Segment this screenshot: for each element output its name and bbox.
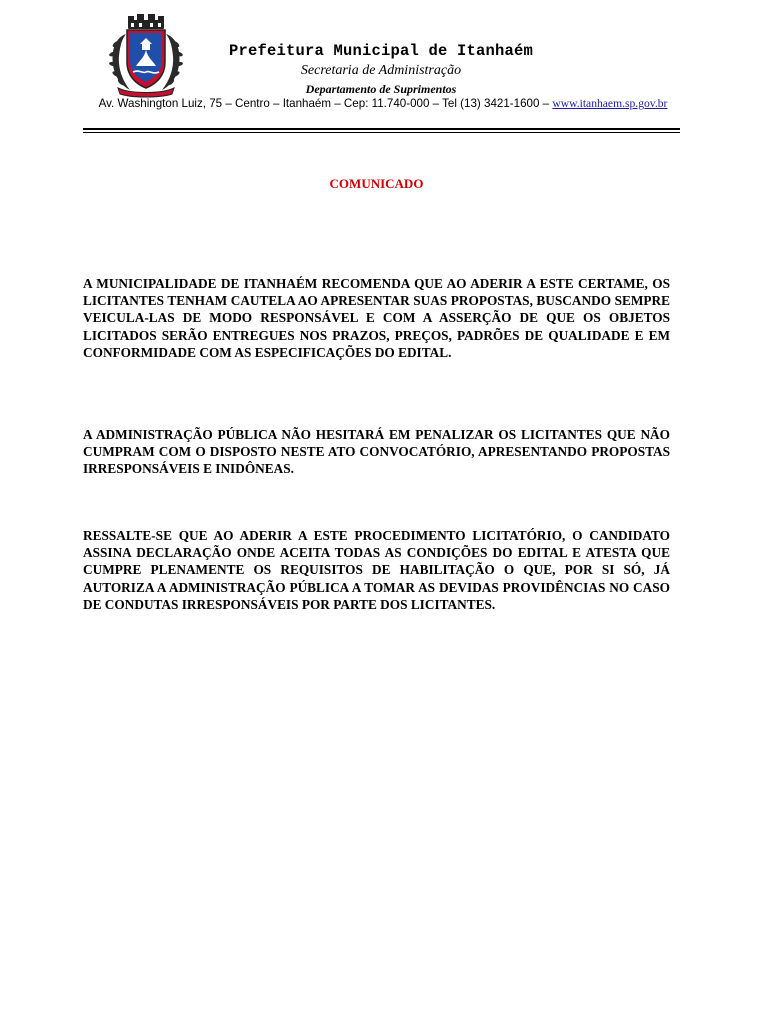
website-link[interactable]: www.itanhaem.sp.gov.br	[552, 97, 668, 110]
document-heading: COMUNICADO	[329, 176, 424, 191]
header-divider-thin	[83, 132, 680, 133]
coat-of-arms-icon	[106, 14, 186, 98]
paragraph-3: RESSALTE-SE QUE AO ADERIR A ESTE PROCEDIMENTO LICITATÓRIO, O CANDIDATO ASSINA DECLARAÇÃO ONDE ACEITA TODAS AS CONDIÇÕES DO EDITAL E ATESTA QUE CUMPRE PLENAMENTE OS REQUISITOS DE HABILITAÇÃO O QUE, POR SI SÓ, JÁ AUTORIZA A ADMINISTRAÇÃO PÚBLICA A TOMAR AS DEVIDAS PROVIDÊNCIAS NO CASO DE CONDUTAS IRRESPONSÁVEIS POR PARTE DOS LICITANTES.	[83, 528, 670, 612]
address-line	[83, 97, 683, 110]
address-text: Av. Washington Luiz, 75 – Centro – Itanhaém – Cep: 11.740-000 – Tel (13) 3421-1600 –	[98, 97, 553, 110]
paragraph-2: A ADMINISTRAÇÃO PÚBLICA NÃO HESITARÁ EM PENALIZAR OS LICITANTES QUE NÃO CUMPRAM COM O DISPOSTO NESTE ATO CONVOCATÓRIO, APRESENTANDO PROPOSTAS IRRESPONSÁVEIS E INIDÔNEAS.	[83, 427, 670, 477]
org-title: Prefeitura Municipal de Itanhaém	[228, 42, 534, 60]
departamento-subtitle: Departamento de Suprimentos	[305, 82, 457, 96]
paragraph-1: A MUNICIPALIDADE DE ITANHAÉM RECOMENDA QUE AO ADERIR A ESTE CERTAME, OS LICITANTES TENHAM CAUTELA AO APRESENTAR SUAS PROPOSTAS, BUSCANDO SEMPRE VEICULA-LAS DE MODO RESPONSÁVEL E COM A ASSERÇÃO DE QUE OS OBJETOS LICITADOS SERÃO ENTREGUES NOS PRAZOS, PREÇOS, PADRÕES DE QUALIDADE E EM CONFORMIDADE COM AS ESPECIFICAÇÕES DO EDITAL.	[83, 276, 670, 360]
secretaria-subtitle: Secretaria de Administração	[300, 63, 462, 78]
header-divider-thick	[83, 128, 680, 130]
